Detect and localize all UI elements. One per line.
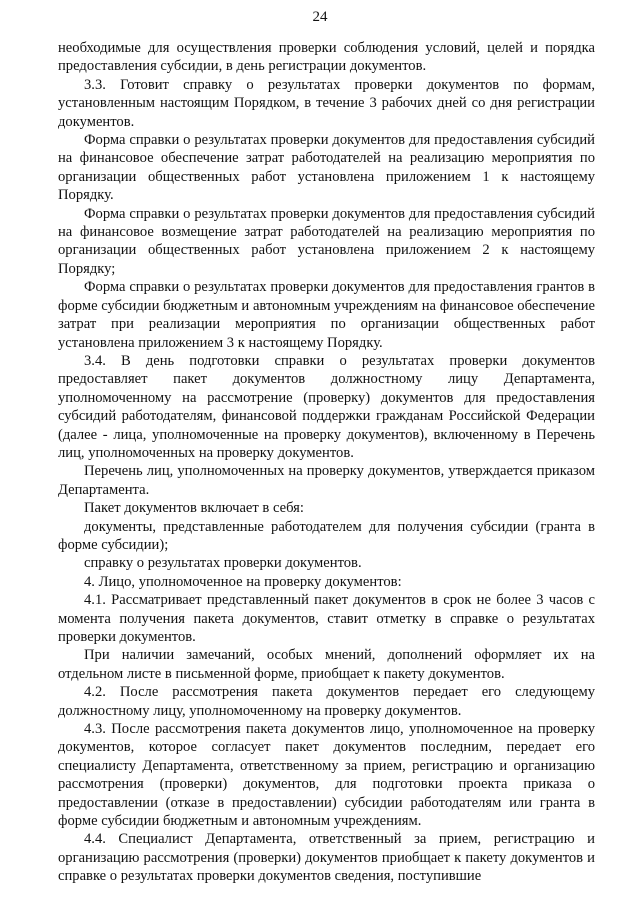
paragraph-remarks: При наличии замечаний, особых мнений, дополнений оформляет их на отдельном листе в письменной форме, приобщает к пакету документов.	[58, 647, 595, 682]
document-body	[58, 39, 595, 886]
page-number: 24	[312, 9, 328, 25]
paragraph-4-3: 4.3. После рассмотрения пакета документов лицо, уполномоченное на проверку документов, которое согласует пакет документов последним, передает его специалисту Департамента, ответственному за прием, регистрацию и организацию рассмотрения (проверки) документов, для подготовки проекта приказа о предоставлении (отказе в предоставлении) субсидии работодателям или гранта в форме субсидии бюджетным и автономным учреждениям.	[58, 721, 595, 830]
paragraph-4: 4. Лицо, уполномоченное на проверку документов:	[84, 573, 402, 590]
paragraph-4-1: 4.1. Рассматривает представленный пакет документов в срок не более 3 часов с момента получения пакета документов, ставит отметку в справке о результатах проверки документов.	[58, 592, 595, 645]
paragraph-3-3: 3.3. Готовит справку о результатах проверки документов по формам, установленным настоящим Порядком, в течение 3 рабочих дней со дня регистрации документов.	[58, 76, 595, 130]
paragraph-form-appendix-2: Форма справки о результатах проверки документов для предоставления субсидий на финансовое возмещение затрат работодателей на реализацию мероприятия по организации общественных работ установлена приложением 2 к настоящему Порядку;	[58, 205, 595, 277]
paragraph-form-appendix-1: Форма справки о результатах проверки документов для предоставления субсидий на финансовое обеспечение затрат работодателей на реализацию мероприятия по организации общественных работ установлена приложением 1 к настоящему Порядку.	[58, 132, 595, 204]
paragraph-package-includes: Пакет документов включает в себя:	[84, 500, 304, 517]
paragraph-form-appendix-3: Форма справки о результатах проверки документов для предоставления грантов в форме субсидии бюджетным и автономным учреждениям на финансовое обеспечение затрат при реализации мероприятия по организации общественных работ установлена приложением 3 к настоящему Порядку.	[58, 279, 595, 351]
paragraph-4-2: 4.2. После рассмотрения пакета документов передает его следующему должностному лицу, уполномоченному на проверку документов.	[58, 684, 595, 719]
paragraph-package-certificate: справку о результатах проверки документов.	[84, 555, 362, 572]
paragraph-list-approval: Перечень лиц, уполномоченных на проверку документов, утверждается приказом Департамента.	[58, 463, 595, 498]
paragraph-4-4: 4.4. Специалист Департамента, ответственный за прием, регистрацию и организацию рассмотрения (проверки) документов приобщает к пакету документов и справке о результатах проверки документов сведения, поступившие	[58, 831, 595, 885]
paragraph-package-documents: документы, представленные работодателем для получения субсидии (гранта в форме субсидии);	[58, 518, 595, 553]
paragraph-continuation: необходимые для осуществления проверки соблюдения условий, целей и порядка предоставления субсидии, в день регистрации документов.	[58, 40, 595, 75]
paragraph-3-4: 3.4. В день подготовки справки о результатах проверки документов предоставляет пакет документов должностному лицу Департамента, уполномоченному на рассмотрение (проверку) документов для предоставления субсидий работодателям, финансовой поддержки гражданам Российской Федерации (далее - лица, уполномоченные на проверку документов), включенному в Перечень лиц, уполномоченных на проверку документов.	[58, 352, 595, 461]
